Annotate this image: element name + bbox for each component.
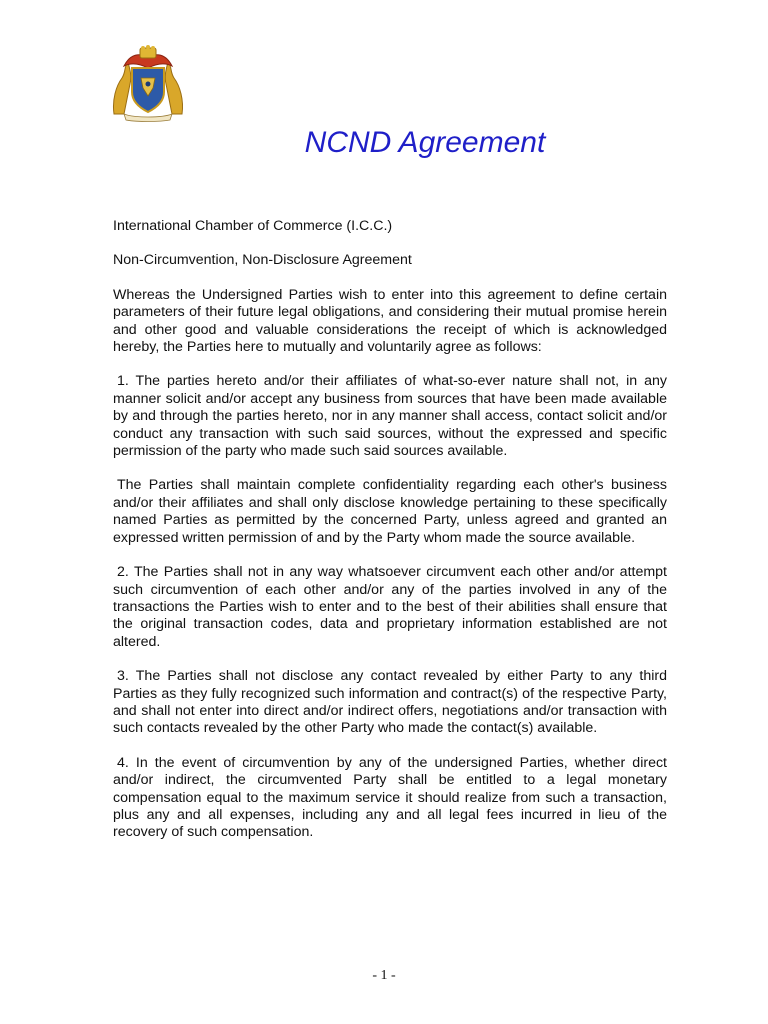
clause-1-paragraph: 1. The parties hereto and/or their affiliates of what-so-ever nature shall not, in any manner solicit and/or accept any business from sources that have been made available by and through the parties hereto, nor in any manner shall access, contact solicit and/or conduct any transaction with such said sources, without the expressed and specific permission of the party who made such said sources available.: [113, 373, 667, 460]
coat-of-arms-icon: [110, 44, 186, 122]
agreement-heading: Non-Circumvention, Non-Disclosure Agreement: [113, 252, 412, 269]
page-number: - 1 -: [372, 968, 396, 983]
clause-3-paragraph: 3. The Parties shall not disclose any contact revealed by either Party to any third Parties as they fully recognized such information and contract(s) of the respective Party, and shall not enter into direct and/or indirect offers, negotiations and/or transaction with such contacts revealed by the other Party who made the contact(s) available.: [113, 668, 667, 737]
document-body: [113, 218, 667, 859]
clause-4-paragraph: 4. In the event of circumvention by any of the undersigned Parties, whether direct and/or indirect, the circumvented Party shall be entitled to a legal monetary compensation equal to the maximum service it should realize from such a transaction, plus any and all expenses, including any and all legal fees incurred in lieu of the recovery of such compensation.: [113, 754, 667, 841]
clause-2-paragraph: 2. The Parties shall not in any way whatsoever circumvent each other and/or attempt such circumvention of each other and/or any of the parties involved in any of the transactions the Parties wish to enter and to the best of their abilities shall ensure that the original transaction codes, data and proprietary information established are not altered.: [113, 564, 667, 650]
document-title: NCND Agreement: [304, 126, 546, 159]
org-heading: International Chamber of Commerce (I.C.C.): [113, 218, 393, 234]
confidentiality-paragraph: The Parties shall maintain complete confidentiality regarding each other's business and/or their affiliates and shall only disclose knowledge pertaining to these specifically named Parties as permitted by the concerned Party, unless agreed and granted an expressed written permission of and by the Party whom made the source available.: [113, 477, 667, 546]
preamble-paragraph: Whereas the Undersigned Parties wish to enter into this agreement to define certain parameters of their future legal obligations, and considering their mutual promise herein and other good and valuable considerations the receipt of which is acknowledged hereby, the Parties here to mutually and voluntarily agree as follows:: [113, 286, 667, 356]
